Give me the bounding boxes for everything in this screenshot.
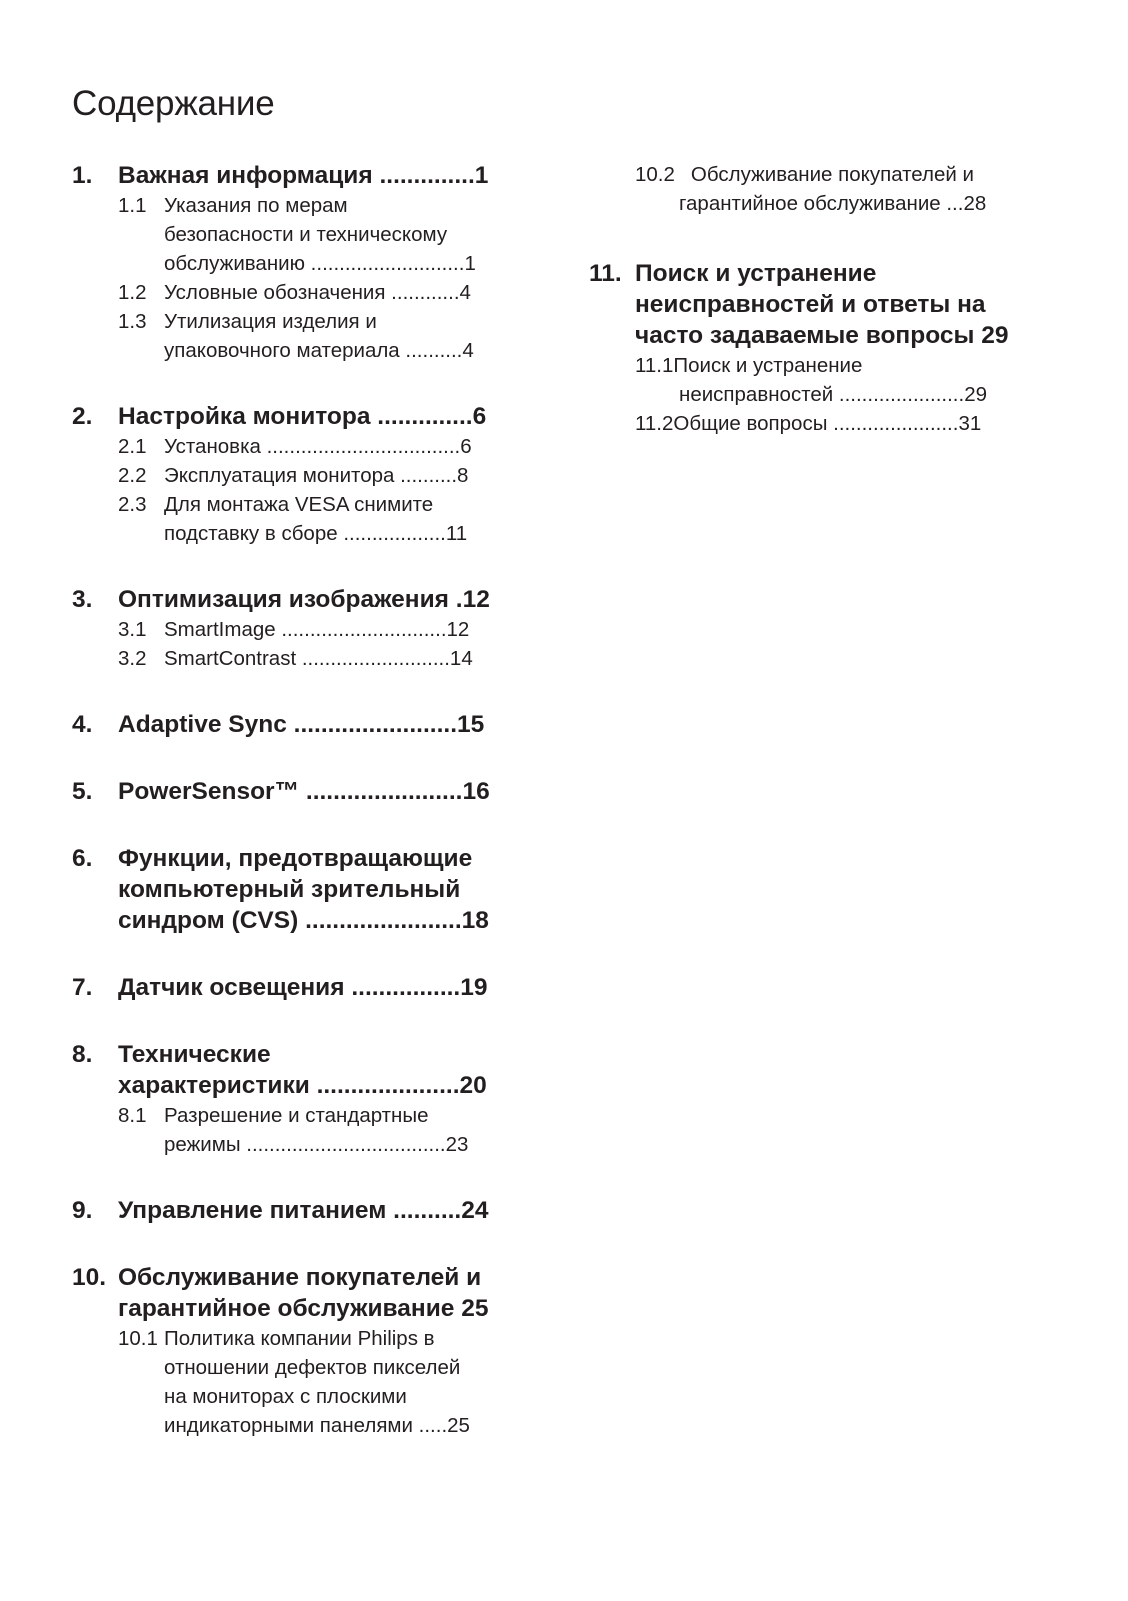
toc-section	[72, 584, 532, 673]
toc-subsection-number: 8.1	[118, 1104, 147, 1127]
toc-text-line: Политика компании Philips в	[164, 1327, 435, 1350]
toc-section-title	[118, 584, 532, 615]
toc-section-heading[interactable]	[72, 160, 532, 191]
toc-subsection-list	[118, 191, 532, 365]
toc-text-line: Условные обозначения ............4	[164, 281, 471, 304]
toc-section-heading[interactable]	[72, 709, 532, 740]
toc-text-line: 11.2Общие вопросы ......................31	[635, 412, 982, 435]
toc-section-title	[118, 709, 532, 740]
toc-section-title	[118, 972, 532, 1003]
toc-subsection[interactable]	[118, 191, 532, 278]
toc-section-number: 5.	[72, 778, 93, 805]
toc-section-heading[interactable]	[72, 776, 532, 807]
toc-subsection[interactable]	[118, 432, 532, 461]
toc-section	[72, 843, 532, 936]
toc-subsection-title: Обслуживание покупателей и	[690, 163, 974, 186]
toc-section	[72, 160, 532, 365]
toc-text-line: Adaptive Sync ........................15	[118, 711, 485, 738]
toc-section-number: 4.	[72, 711, 93, 738]
toc-text-line: Важная информация ..............1	[118, 162, 489, 189]
toc-text-line: неисправностей и ответы на	[635, 291, 986, 318]
toc-section-number: 6.	[72, 845, 93, 872]
toc-text-line: Для монтажа VESA снимите	[164, 493, 434, 516]
toc-text-line: Разрешение и стандартные	[164, 1104, 429, 1127]
toc-section-number: 7.	[72, 974, 93, 1001]
toc-section-number: 11.	[589, 260, 622, 287]
toc-subsection[interactable]	[118, 644, 532, 673]
toc-text-line: Указания по мерам	[164, 194, 348, 217]
toc-subsection[interactable]	[635, 409, 1059, 438]
toc-subsection[interactable]	[635, 351, 1059, 409]
toc-subsection-number: 1.2	[118, 281, 147, 304]
toc-text-line: на мониторах с плоскими	[164, 1385, 407, 1408]
toc-subsection-number: 2.3	[118, 493, 147, 516]
toc-section-title	[118, 1195, 532, 1226]
toc-text-line: Технические	[118, 1041, 271, 1068]
toc-subsection-list	[118, 615, 532, 673]
toc-text-line: характеристики .....................20	[118, 1072, 487, 1099]
toc-text-line: Эксплуатация монитора ..........8	[164, 464, 469, 487]
page-title: Содержание	[72, 84, 275, 123]
toc-text-line: часто задаваемые вопросы 29	[635, 322, 1009, 349]
toc-text-line: Функции, предотвращающие	[118, 845, 473, 872]
toc-subsection-number: 1.1	[118, 194, 147, 217]
toc-text-line: подставку в сборе ..................11	[164, 522, 468, 545]
toc-subsection-number: 3.2	[118, 647, 147, 670]
toc-text-line	[635, 189, 1059, 218]
toc-text-line: упаковочного материала ..........4	[164, 339, 474, 362]
toc-subsection-title	[164, 278, 532, 307]
toc-subsection-title: гарантийное обслуживание ...28	[679, 192, 987, 215]
toc-subsection[interactable]	[118, 307, 532, 365]
toc-section-number: 1.	[72, 162, 93, 189]
toc-subsection-title	[164, 1101, 532, 1159]
toc-text-line: PowerSensor™ .......................16	[118, 778, 490, 805]
toc-subsection[interactable]	[118, 615, 532, 644]
toc-section	[72, 1039, 532, 1159]
toc-section	[72, 776, 532, 807]
toc-text-line: SmartImage .............................12	[164, 618, 470, 641]
toc-subsection[interactable]	[118, 490, 532, 548]
toc-section-title	[118, 776, 532, 807]
toc-text-line: синдром (CVS) .......................18	[118, 907, 489, 934]
toc-subsection-list	[118, 1101, 532, 1159]
toc-section	[72, 401, 532, 548]
toc-text-line: Датчик освещения ................19	[118, 974, 488, 1001]
toc-subsection-list	[118, 1324, 532, 1440]
toc-text-line: Настройка монитора ..............6	[118, 403, 487, 430]
toc-text-line: Управление питанием ..........24	[118, 1197, 489, 1224]
toc-subsection-number: 11.2	[635, 412, 674, 435]
toc-text-line: Установка ..................................6	[164, 435, 472, 458]
toc-subsection-number: 1.3	[118, 310, 147, 333]
toc-left-column	[72, 160, 532, 1476]
toc-text-line: обслуживанию ...........................1	[164, 252, 476, 275]
toc-subsection-list	[635, 351, 1059, 438]
toc-text-line: отношении дефектов пикселей	[164, 1356, 461, 1379]
toc-subsection-title	[164, 432, 532, 461]
toc-subsection-title	[164, 644, 532, 673]
toc-subsection-title	[164, 1324, 532, 1440]
toc-subsection-list	[118, 432, 532, 548]
toc-subsection-number: 11.1	[635, 354, 674, 377]
toc-section-heading[interactable]	[72, 584, 532, 615]
toc-section	[72, 709, 532, 740]
toc-subsection[interactable]	[118, 1324, 532, 1440]
toc-section-heading[interactable]	[72, 1262, 532, 1324]
toc-subsection-number: 2.1	[118, 435, 147, 458]
toc-subsection[interactable]	[635, 160, 1059, 218]
toc-section-heading[interactable]	[72, 972, 532, 1003]
toc-text-line: неисправностей ......................29	[679, 383, 988, 406]
toc-text-line: Оптимизация изображения .12	[118, 586, 490, 613]
toc-section	[72, 1195, 532, 1226]
toc-subsection-number: 2.2	[118, 464, 147, 487]
toc-section-heading[interactable]	[589, 258, 1059, 351]
toc-text-line	[635, 160, 1059, 189]
toc-section-heading[interactable]	[72, 1039, 532, 1101]
toc-subsection-title	[164, 191, 532, 278]
toc-text-line: безопасности и техническому	[164, 223, 448, 246]
toc-subsection-number: 10.2	[635, 163, 675, 186]
toc-text-line: режимы ...................................23	[164, 1133, 469, 1156]
toc-section	[72, 1262, 532, 1440]
toc-text-line: Поиск и устранение	[635, 260, 877, 287]
toc-section-title	[118, 1039, 532, 1101]
toc-section-heading[interactable]	[72, 401, 532, 432]
toc-subsection[interactable]	[118, 1101, 532, 1159]
toc-section-heading[interactable]	[72, 843, 532, 936]
toc-subsection[interactable]	[118, 278, 532, 307]
toc-section-number: 2.	[72, 403, 93, 430]
toc-section-title	[118, 160, 532, 191]
toc-subsection-title	[164, 490, 532, 548]
toc-text-line: SmartContrast ..........................14	[164, 647, 473, 670]
toc-subsection-number: 10.1	[118, 1327, 158, 1350]
toc-subsection-title	[635, 351, 1059, 409]
toc-section	[589, 258, 1059, 438]
toc-section-number: 3.	[72, 586, 93, 613]
toc-text-line: компьютерный зрительный	[118, 876, 461, 903]
toc-subsection-title	[164, 615, 532, 644]
toc-section	[72, 972, 532, 1003]
toc-section-number: 10.	[72, 1264, 107, 1291]
toc-text-line: Обслуживание покупателей и	[118, 1264, 482, 1291]
toc-section-heading[interactable]	[72, 1195, 532, 1226]
continued-subsection-list	[635, 160, 1059, 218]
toc-section-number: 8.	[72, 1041, 93, 1068]
toc-text-line: Утилизация изделия и	[164, 310, 377, 333]
toc-section-title	[635, 258, 1059, 351]
toc-subsection-title	[164, 307, 532, 365]
toc-section-title	[118, 1262, 532, 1324]
toc-subsection-number: 3.1	[118, 618, 147, 641]
toc-right-column	[589, 160, 1059, 474]
toc-text-line: индикаторными панелями .....25	[164, 1414, 470, 1437]
toc-subsection[interactable]	[118, 461, 532, 490]
toc-section-title	[118, 843, 532, 936]
toc-section-title	[118, 401, 532, 432]
toc-subsection-title	[164, 461, 532, 490]
toc-text-line: гарантийное обслуживание 25	[118, 1295, 489, 1322]
toc-text-line: 11.1Поиск и устранение	[635, 354, 863, 377]
toc-section-number: 9.	[72, 1197, 93, 1224]
toc-subsection-title	[635, 409, 1059, 438]
